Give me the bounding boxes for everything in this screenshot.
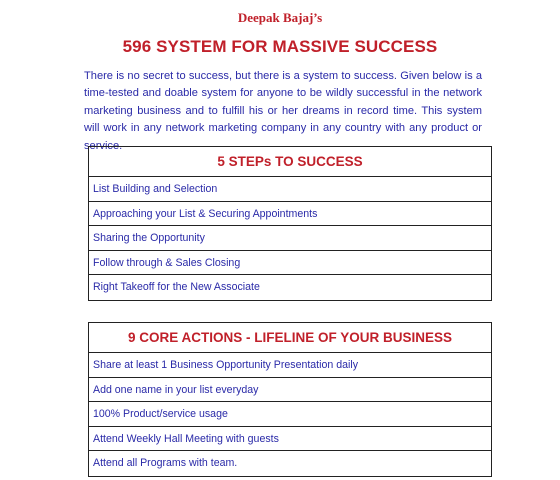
steps-table-row: List Building and Selection xyxy=(89,177,491,202)
actions-table-row: Attend all Programs with team. xyxy=(93,457,238,469)
steps-table-row: Right Takeoff for the New Associate xyxy=(93,281,260,293)
document-author: Deepak Bajaj’s xyxy=(237,10,323,25)
actions-table-row: Share at least 1 Business Opportunity Presentation daily xyxy=(89,353,491,378)
intro-paragraph: There is no secret to success, but there is a system to success. Given below is a time-tested and doable system for anyone to be wildly successful in the network marketing business and to fulfill his or her dreams in record time. This system will work in any network marketing company in any country with any product or service. xyxy=(84,70,482,152)
steps-table-row: Follow through & Sales Closing xyxy=(89,251,491,276)
steps-table-row: Sharing the Opportunity xyxy=(89,226,491,251)
steps-table-heading: 5 STEPs TO SUCCESS xyxy=(89,147,491,177)
document-title: 596 SYSTEM FOR MASSIVE SUCCESS xyxy=(122,37,438,56)
actions-table-row: Attend Weekly Hall Meeting with guests xyxy=(89,427,491,452)
steps-table-row: Approaching your List & Securing Appointments xyxy=(89,202,491,227)
actions-table xyxy=(88,322,492,477)
actions-table-row: Add one name in your list everyday xyxy=(89,378,491,403)
actions-table-row: 100% Product/service usage xyxy=(89,402,491,427)
actions-table-heading: 9 CORE ACTIONS - LIFELINE OF YOUR BUSINESS xyxy=(89,323,491,353)
steps-table xyxy=(88,146,492,301)
